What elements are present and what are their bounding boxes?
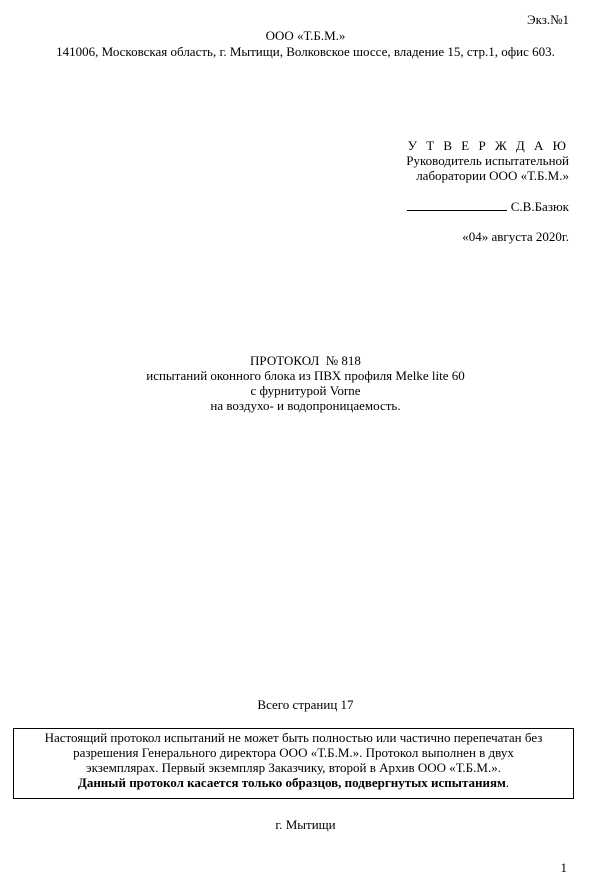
approval-date: «04» августа 2020г. bbox=[462, 229, 569, 244]
approval-title: У Т В Е Р Ж Д А Ю bbox=[407, 138, 569, 153]
notice-bold-line: Данный протокол касается только образцов, подвергнутых испытаниям bbox=[77, 775, 506, 790]
notice-bold-row bbox=[22, 775, 565, 790]
approver-position-line2: лаборатории ООО «Т.Б.М.» bbox=[416, 168, 569, 183]
signatory-name: С.В.Базюк bbox=[510, 199, 569, 214]
signature-row bbox=[309, 198, 569, 214]
approval-block bbox=[309, 138, 569, 244]
organization-name: ООО «Т.Б.М.» bbox=[265, 28, 346, 43]
page-number: 1 bbox=[560, 860, 567, 875]
approver-position-line1: Руководитель испытательной bbox=[406, 153, 569, 168]
organization-address: 141006, Московская область, г. Мытищи, Волковское шоссе, владение 15, стр.1, офис 603. bbox=[56, 44, 555, 59]
protocol-subject-line1: испытаний оконного блока из ПВХ профиля Melke lite 60 bbox=[146, 368, 465, 383]
notice-box bbox=[13, 728, 574, 799]
notice-line1: Настоящий протокол испытаний не может быть полностью или частично перепечатан без bbox=[44, 730, 543, 745]
protocol-subject-line2: с фурнитурой Vorne bbox=[250, 383, 361, 398]
notice-bold-line-end: . bbox=[505, 775, 510, 790]
copy-number-label: Экз.№1 bbox=[526, 12, 569, 27]
protocol-title: ПРОТОКОЛ № 818 bbox=[250, 353, 361, 368]
city-name: г. Мытищи bbox=[275, 817, 336, 832]
notice-line2: разрешения Генерального директора ООО «Т.Б.М.». Протокол выполнен в двух bbox=[73, 745, 514, 760]
signature-line bbox=[407, 198, 507, 211]
protocol-title-block bbox=[0, 353, 611, 413]
notice-line3: экземплярах. Первый экземпляр Заказчику, второй в Архив ООО «Т.Б.М.». bbox=[86, 760, 501, 775]
protocol-subject-line3: на воздухо- и водопроницаемость. bbox=[210, 398, 401, 413]
total-pages: Всего страниц 17 bbox=[257, 697, 354, 712]
